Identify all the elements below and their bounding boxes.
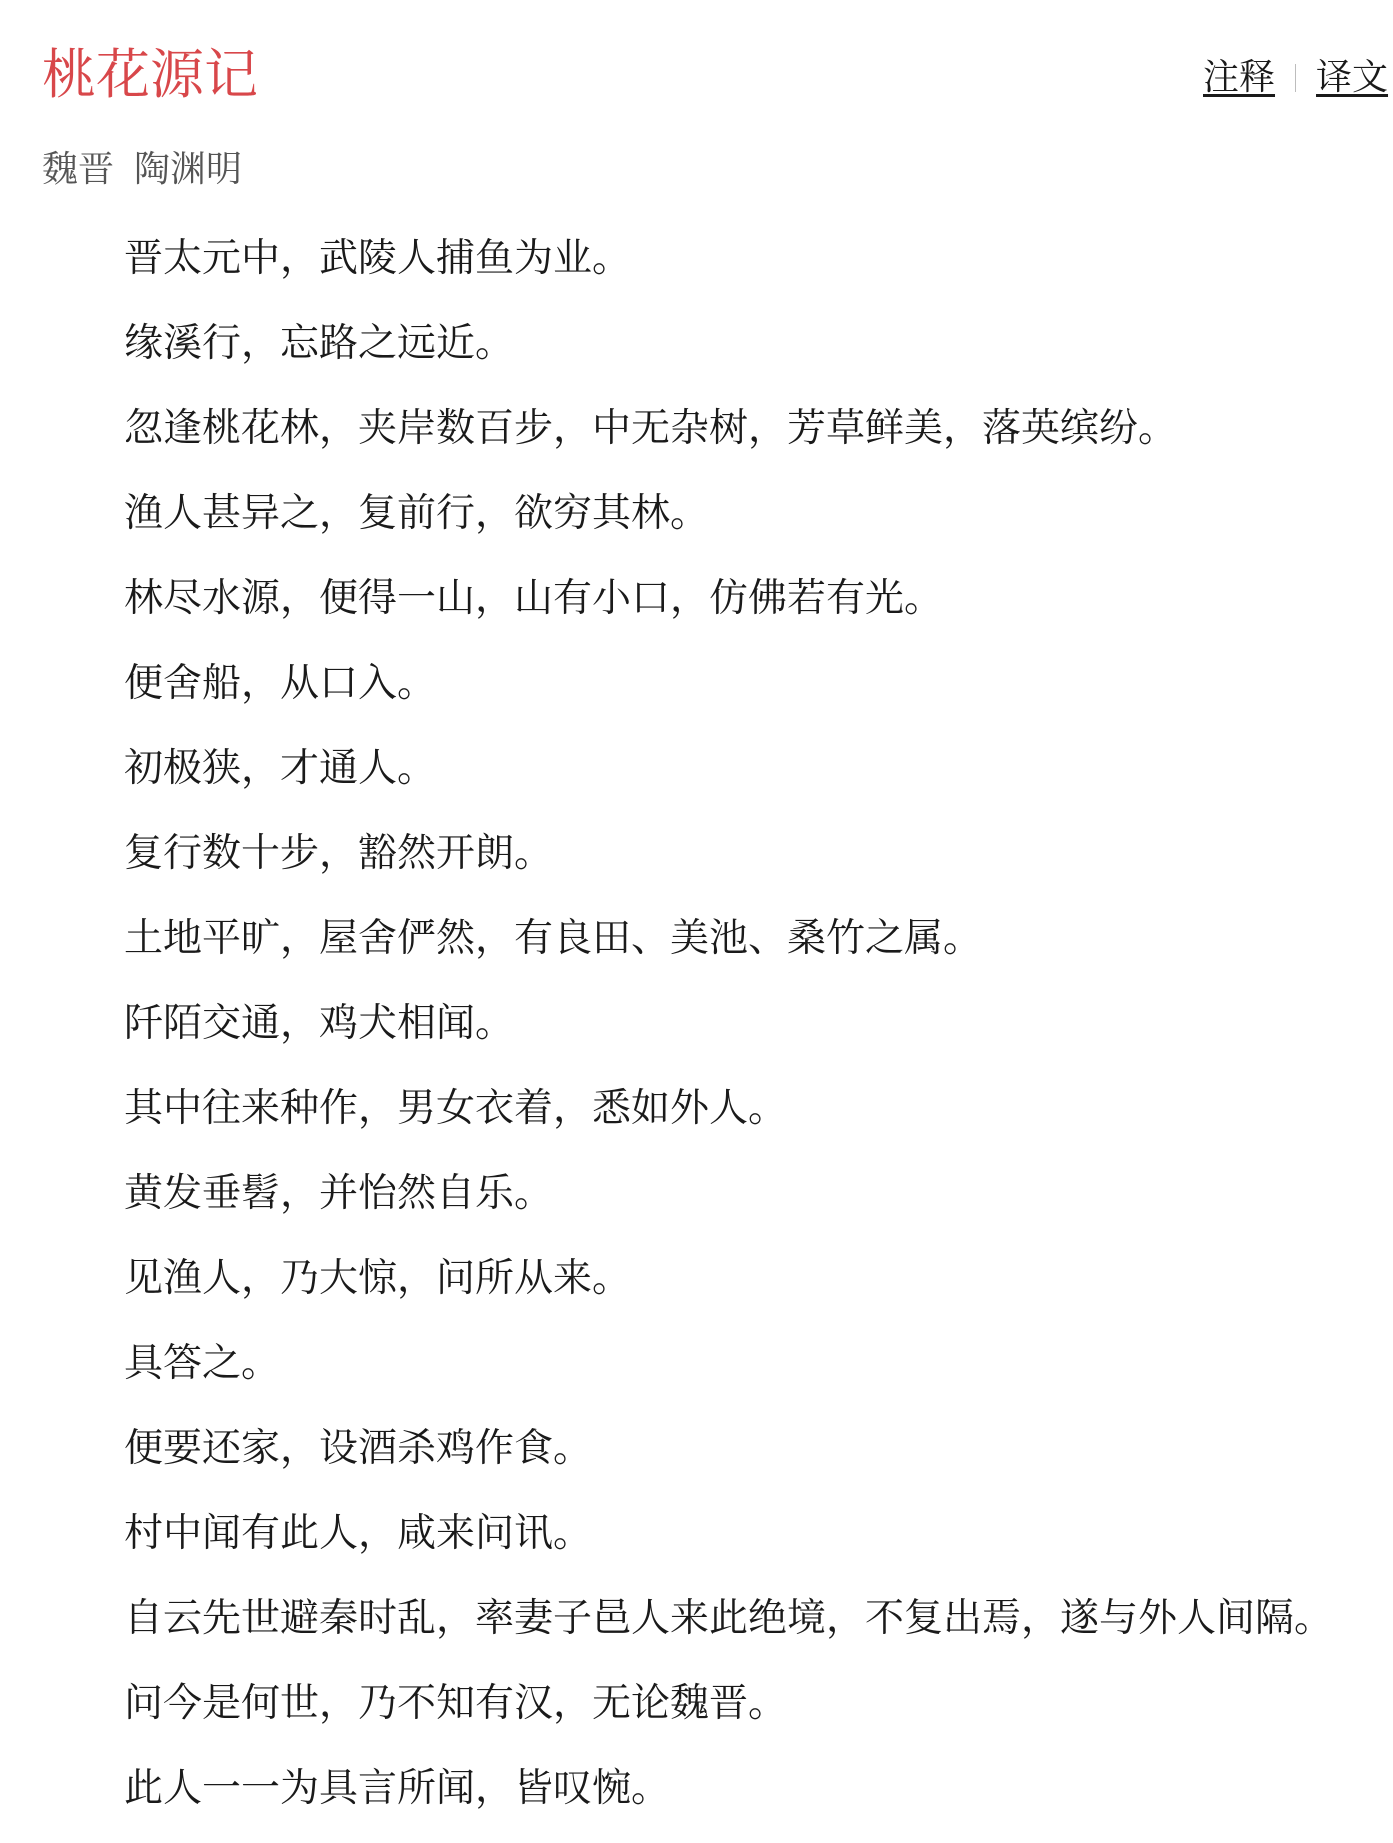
annotation-link[interactable]: 注释 (1203, 57, 1276, 98)
page-title: 桃花源记 (42, 43, 258, 106)
poem-line: 便要还家，设酒杀鸡作食。 (124, 1426, 593, 1471)
poem-line: 土地平旷，屋舍俨然，有良田、美池、桑竹之属。 (124, 916, 983, 961)
poem-line: 复行数十步，豁然开朗。 (124, 831, 554, 876)
dynasty-label: 魏晋 (42, 149, 115, 190)
poem-line: 阡陌交通，鸡犬相闻。 (124, 1001, 515, 1046)
tool-divider (1295, 64, 1296, 92)
poem-line: 问今是何世，乃不知有汉，无论魏晋。 (124, 1681, 788, 1726)
author-link[interactable]: 陶渊明 (134, 149, 243, 190)
poem-line: 见渔人，乃大惊，问所从来。 (124, 1256, 632, 1301)
poem-line: 缘溪行，忘路之远近。 (124, 321, 515, 366)
poem-line: 自云先世避秦时乱，率妻子邑人来此绝境，不复出焉，遂与外人间隔。 (124, 1596, 1334, 1641)
poem-line: 黄发垂髫，并怡然自乐。 (124, 1171, 554, 1216)
poem-line: 具答之。 (124, 1341, 281, 1386)
poem-line: 初极狭，才通人。 (124, 746, 437, 791)
author-info (42, 146, 242, 194)
translation-link[interactable]: 译文 (1316, 57, 1389, 98)
poem-line: 村中闻有此人，咸来问讯。 (124, 1511, 593, 1556)
poem-line: 其中往来种作，男女衣着，悉如外人。 (124, 1086, 788, 1131)
poem-line: 此人一一为具言所闻，皆叹惋。 (124, 1766, 671, 1811)
poem-line: 晋太元中，武陵人捕鱼为业。 (124, 236, 632, 281)
poem-line: 忽逢桃花林，夹岸数百步，中无杂树，芳草鲜美，落英缤纷。 (124, 406, 1178, 451)
poem-line: 林尽水源，便得一山，山有小口，仿佛若有光。 (124, 576, 944, 621)
poem-line: 便舍船，从口入。 (124, 661, 437, 706)
tool-links (1203, 52, 1393, 104)
poem-text (124, 228, 1333, 1843)
poem-line: 渔人甚异之，复前行，欲穷其林。 (124, 491, 710, 536)
